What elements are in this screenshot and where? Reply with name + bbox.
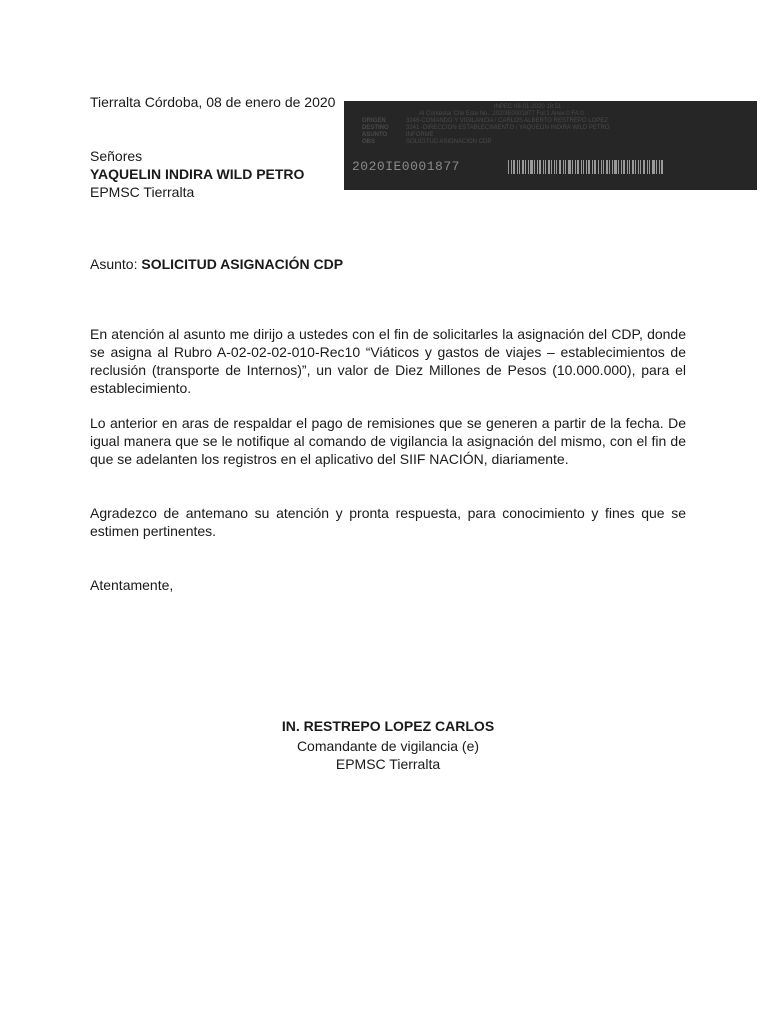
stamp-radicado-number: 2020IE0001877 [352,159,460,174]
subject-label: Asunto: [90,256,138,272]
stamp-line-reference: Al Contestar Cite Este No.: 2020IE0001877 Fol:1 Anex:0 FA:0 [419,111,584,117]
body-paragraph-2: Lo anterior en aras de respaldar el pago de remisiones que se generen a partir de la fecha. De igual manera que se le notifique al comando de vigilancia la asignación del mismo, con el fin de que se adelanten los registros en el aplicativo del SIIF NACIÓN, diariamente. [90,415,686,467]
signature-title: Comandante de vigilancia (e) [296,738,480,754]
stamp-row-key: ORIGEN [362,118,386,124]
stamp-row-key: OBS [362,139,376,145]
stamp-row-destino [362,125,610,132]
stamp-row-value: 3246-COMANDO Y VIGILANCIA / CARLOS ALBERTO RESTREPO LOPEZ [406,118,608,124]
signature-name: IN. RESTREPO LOPEZ CARLOS [281,718,495,734]
barcode-icon [508,160,664,174]
stamp-row-obs [362,139,491,146]
stamp-row-value: SOLICITUD ASIGNACION CDP [406,139,492,145]
stamp-row-key: DESTINO [362,125,389,131]
recipient-org: EPMSC Tierralta [90,184,195,200]
stamp-line-date: INPEC 08-01-2020 18:51 [494,104,562,110]
stamp-row-key: ASUNTO [362,132,388,138]
signature-org: EPMSC Tierralta [335,756,441,772]
subject-value: SOLICITUD ASIGNACIÓN CDP [141,256,344,272]
place-date: Tierralta Córdoba, 08 de enero de 2020 [90,94,336,110]
closing: Atentamente, [90,577,174,593]
stamp-row-value: 3241 -DIRECCION ESTABLECIMIENTO / YAQUELIN INDIRA WILD PETRO [406,125,610,131]
stamp-row-origen [362,118,608,125]
body-paragraph-1: En atención al asunto me dirijo a ustedes con el fin de solicitarles la asignación del CDP, donde se asigna al Rubro A-02-02-02-010-Rec10 “Viáticos y gastos de viajes – establecimientos de reclusión (transporte de Internos)”, un valor de Diez Millones de Pesos (10.000.000), para el establecimiento. [90,326,686,396]
subject-line [90,255,343,273]
recipient-name: YAQUELIN INDIRA WILD PETRO [90,166,305,182]
salutation: Señores [90,148,143,164]
body-paragraph-3: Agradezco de antemano su atención y pronta respuesta, para conocimiento y fines que se estimen pertinentes. [90,505,686,539]
radicado-stamp [344,101,757,190]
stamp-row-asunto [362,132,434,139]
stamp-row-value: INFORME [406,132,434,138]
